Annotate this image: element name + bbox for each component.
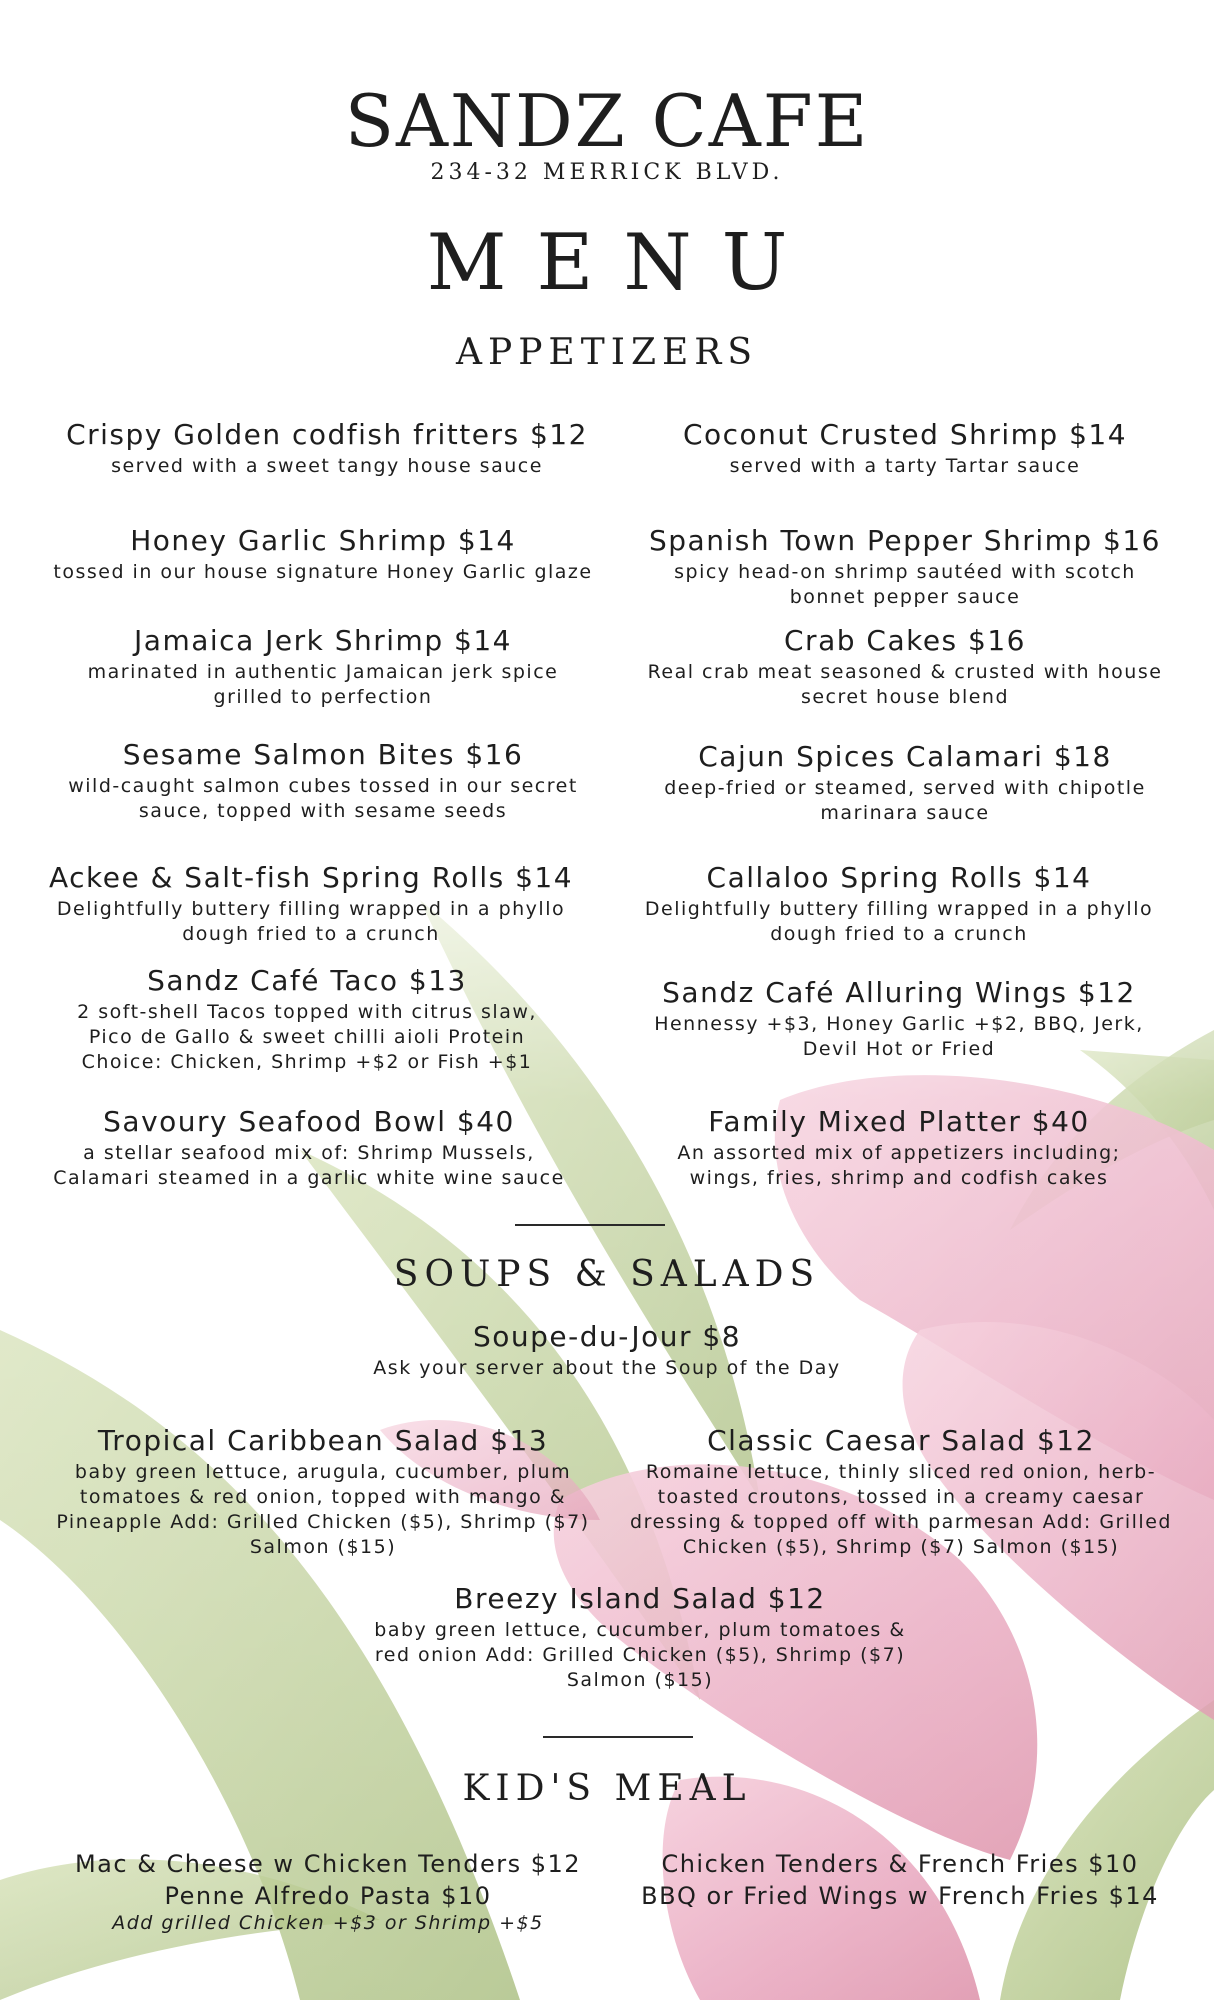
menu-item: [606, 1424, 1196, 1560]
kids-item: Mac & Cheese w Chicken Tenders $12: [74, 1850, 582, 1878]
menu-item: [12, 964, 602, 1075]
item-name: Callaloo Spring Rolls $14: [706, 861, 1092, 894]
item-name: Sesame Salmon Bites $16: [122, 738, 524, 771]
menu-item: [14, 1105, 604, 1191]
item-description: marinated in authentic Jamaican jerk spice grilled to perfection: [87, 661, 559, 708]
item-name: Crispy Golden codfish fritters $12: [66, 418, 588, 451]
item-name: Cajun Spices Calamari $18: [698, 740, 1112, 773]
item-description: Ask your server about the Soup of the Day: [373, 1357, 841, 1379]
item-description: served with a tarty Tartar sauce: [729, 455, 1081, 477]
item-description: a stellar seafood mix of: Shrimp Mussels, Calamari steamed in a garlic white wine sauce: [53, 1142, 565, 1189]
section-title-appetizers: APPETIZERS: [455, 332, 758, 373]
item-name: Classic Caesar Salad $12: [707, 1424, 1095, 1457]
item-name: Coconut Crusted Shrimp $14: [682, 418, 1128, 451]
kids-meal-right: [600, 1848, 1200, 1912]
item-description: tossed in our house signature Honey Garlic glaze: [53, 561, 593, 583]
menu-item: [604, 1105, 1194, 1191]
item-name: Soupe-du-Jour $8: [472, 1320, 742, 1353]
item-description: spicy head-on shrimp sautéed with scotch bonnet pepper sauce: [674, 561, 1136, 608]
kids-item: BBQ or Fried Wings w French Fries $14: [641, 1882, 1159, 1910]
item-name: Sandz Café Alluring Wings $12: [662, 976, 1136, 1009]
item-name: Ackee & Salt-fish Spring Rolls $14: [48, 861, 574, 894]
item-description: served with a sweet tangy house sauce: [111, 455, 543, 477]
menu-item: [345, 1582, 935, 1693]
menu-item: [28, 1424, 618, 1560]
kids-addon-note: Add grilled Chicken +$3 or Shrimp +$5: [112, 1912, 544, 1934]
item-name: Family Mixed Platter $40: [708, 1105, 1090, 1138]
item-name: Spanish Town Pepper Shrimp $16: [649, 524, 1161, 557]
menu-item: [28, 738, 618, 824]
menu-item: [610, 418, 1200, 479]
item-description: baby green lettuce, cucumber, plum tomatoes & red onion Add: Grilled Chicken ($5), Shrimp ($7) Salmon ($15): [374, 1619, 906, 1691]
menu-item: [610, 524, 1200, 610]
menu-item: [610, 740, 1200, 826]
item-name: Sandz Café Taco $13: [147, 964, 467, 997]
section-title-kids-meal: KID'S MEAL: [462, 1768, 752, 1809]
kids-item: Chicken Tenders & French Fries $10: [661, 1850, 1139, 1878]
section-divider: [543, 1736, 693, 1738]
item-description: Hennessy +$3, Honey Garlic +$2, BBQ, Jerk, Devil Hot or Fried: [654, 1013, 1144, 1060]
menu-item: [16, 861, 606, 947]
item-name: Savoury Seafood Bowl $40: [103, 1105, 515, 1138]
item-description: Romaine lettuce, thinly sliced red onion, herb-toasted croutons, tossed in a creamy caesar dressing & topped off with parmesan Add: Grilled Chicken ($5), Shrimp ($7) Salmon ($15): [630, 1461, 1172, 1558]
section-title-soups-salads: SOUPS & SALADS: [393, 1254, 821, 1295]
item-description: Delightfully buttery filling wrapped in a phyllo dough fried to a crunch: [644, 898, 1154, 945]
item-description: 2 soft-shell Tacos topped with citrus slaw, Pico de Gallo & sweet chilli aioli Protein Choice: Chicken, Shrimp +$2 or Fish +$1: [77, 1001, 537, 1073]
item-description: wild-caught salmon cubes tossed in our secret sauce, topped with sesame seeds: [68, 775, 578, 822]
menu-item: [28, 524, 618, 585]
menu-item: [604, 976, 1194, 1062]
menu-item: [312, 1320, 902, 1381]
menu-item: [32, 418, 622, 479]
item-name: Jamaica Jerk Shrimp $14: [134, 624, 512, 657]
brand-name: SANDZ CAFE: [344, 79, 870, 163]
brand-address: 234-32 MERRICK BLVD.: [430, 160, 784, 185]
menu-item: [604, 861, 1194, 947]
menu-title: MENU: [426, 218, 818, 308]
item-description: An assorted mix of appetizers including; wings, fries, shrimp and codfish cakes: [677, 1142, 1121, 1189]
item-name: Crab Cakes $16: [784, 624, 1026, 657]
kids-meal-left: [28, 1848, 628, 1934]
menu-item: [28, 624, 618, 710]
item-description: Delightfully buttery filling wrapped in a phyllo dough fried to a crunch: [56, 898, 566, 945]
item-name: Tropical Caribbean Salad $13: [97, 1424, 549, 1457]
kids-item: Penne Alfredo Pasta $10: [164, 1882, 492, 1910]
item-name: Breezy Island Salad $12: [454, 1582, 826, 1615]
item-description: Real crab meat seasoned & crusted with house secret house blend: [647, 661, 1163, 708]
section-divider: [515, 1224, 665, 1226]
item-description: deep-fried or steamed, served with chipotle marinara sauce: [664, 777, 1146, 824]
item-description: baby green lettuce, arugula, cucumber, plum tomatoes & red onion, topped with mango & Pineapple Add: Grilled Chicken ($5), Shrimp ($7) Salmon ($15): [56, 1461, 590, 1558]
menu-item: [610, 624, 1200, 710]
item-name: Honey Garlic Shrimp $14: [130, 524, 516, 557]
